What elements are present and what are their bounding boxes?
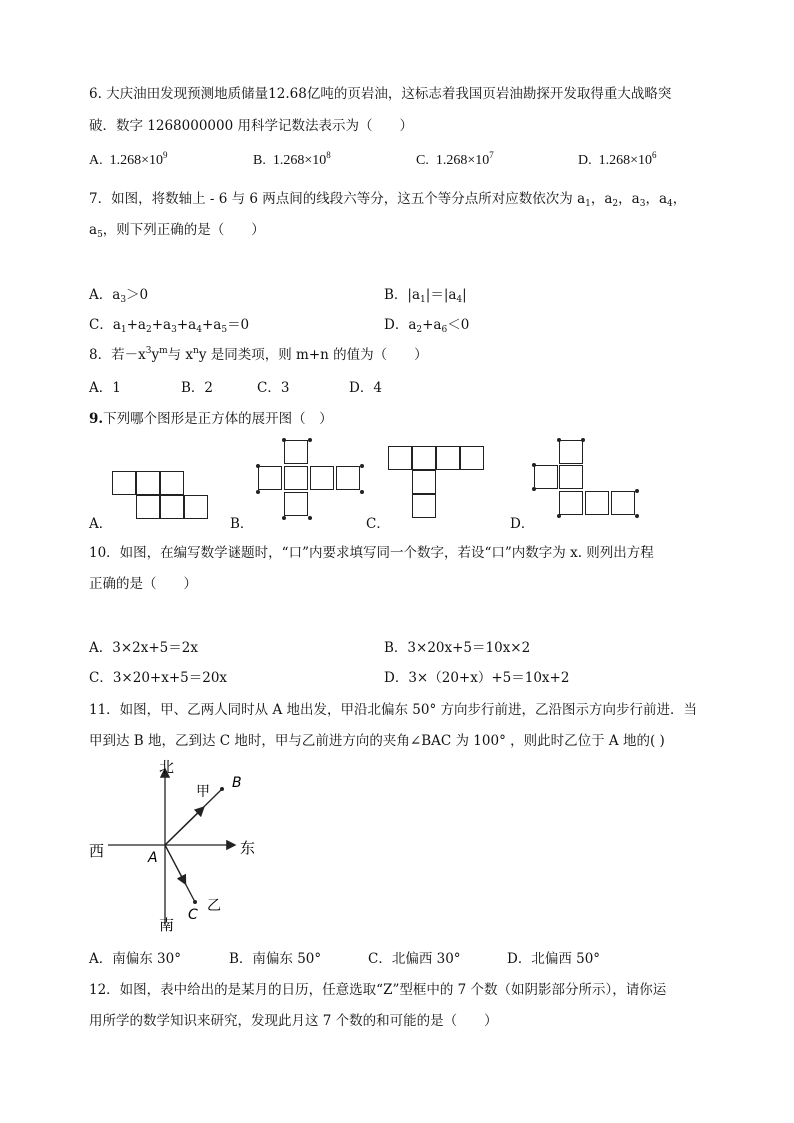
q9-label-a: A． [89,516,113,532]
direction-figure [88,752,268,932]
q6-option-a[interactable]: A. $1.268\times 10^9$ [89,150,168,168]
q10-option-b[interactable]: B．3×20x+5＝10x×2 [384,640,531,656]
label-yi: 乙 [207,898,221,914]
q8-option-a[interactable]: A．1 [89,380,121,396]
q8-option-c[interactable]: C．3 [257,380,290,396]
q8-option-b[interactable]: B．2 [181,380,214,396]
q6-line2: 破．数字 1268000000 用科学记数法表示为（ ） [89,118,413,134]
q11-line2: 甲到达 B 地，乙到达 C 地时，甲与乙前进方向的夹角∠BAC 为 100° ，则此时乙位于 A 地的( ) [89,733,665,749]
q7-line1: 7．如图，将数轴上 - 6 与 6 两点间的线段六等分，这五个等分点所对应数依次为 $a_1$，$a_2$，$a_3$，$a_4$， [89,191,687,209]
q10-line2: 正确的是（ ） [89,576,197,592]
q9-label-b: B． [230,516,254,532]
label-east: 东 [240,839,256,857]
q11-option-a[interactable]: A．南偏东 30° [89,951,181,967]
q6-option-c[interactable]: C. $1.268\times 10^7$ [416,150,494,168]
q11-line1: 11．如图，甲、乙两人同时从 A 地出发，甲沿北偏东 50° 方向步行前进，乙沿图示方向步行前进．当 [89,702,698,718]
q7-line2: $a_5$，则下列正确的是（ ） [89,222,265,240]
label-south: 南 [159,916,175,932]
q6-option-d[interactable]: D. $1.268\times 10^6$ [578,150,657,168]
q11-option-d[interactable]: D．北偏西 50° [507,951,601,967]
q10-option-c[interactable]: C．3×20+x+5＝20x [89,670,228,686]
q11-option-b[interactable]: B．南偏东 50° [229,951,322,967]
q6-line1: 6. 大庆油田发现预测地质储量12.68亿吨的页岩油，这标志着我国页岩油勘探开发取得重大战略突 [89,86,672,102]
label-west: 西 [89,842,105,860]
label-b: B [232,775,242,791]
point-c [193,900,197,904]
q9-label-d: D． [510,516,535,532]
label-a: A [148,850,158,866]
point-b [220,787,224,791]
q8-stem: 8．若$-x^3y^m$与 $x^ny$ 是同类项，则 m+n 的值为（ ） [89,346,428,363]
arrow-jia [165,808,203,845]
q10-option-a[interactable]: A．3×2x+5＝2x [89,640,198,656]
label-c: C [188,907,198,923]
q10-line1: 10．如图，在编写数学谜题时，“口”内要求填写同一个数字，若设“口”内数字为 x. 则列出方程 [89,545,654,561]
q7-option-c[interactable]: C．$a_1+a_2+a_3+a_4+a_5=0$ [89,317,250,335]
q12-line2: 用所学的数学知识来研究，发现此月这 7 个数的和可能的是（ ） [89,1013,498,1029]
q7-option-a[interactable]: A．$a_3>0$ [89,287,149,305]
q7-option-b[interactable]: B．$|a_1|=|a_4|$ [384,287,467,305]
q10-option-d[interactable]: D．3×（20+x）+5＝10x+2 [384,670,570,686]
label-jia: 甲 [196,784,210,800]
q9-stem: 9.下列哪个图形是正方体的展开图（ ） [89,411,333,427]
q7-option-d[interactable]: D．$a_2+a_6<0$ [384,317,470,335]
q6-option-b[interactable]: B. $1.268\times 10^8$ [253,150,331,168]
arrow-yi [165,845,185,883]
q11-option-c[interactable]: C．北偏西 30° [368,951,461,967]
q8-option-d[interactable]: D．4 [349,380,382,396]
q12-line1: 12．如图，表中给出的是某月的日历，任意选取“Z”型框中的 7 个数（如阴影部分所示），请你运 [89,982,667,998]
label-north: 北 [159,758,175,776]
q9-label-c: C． [366,516,390,532]
